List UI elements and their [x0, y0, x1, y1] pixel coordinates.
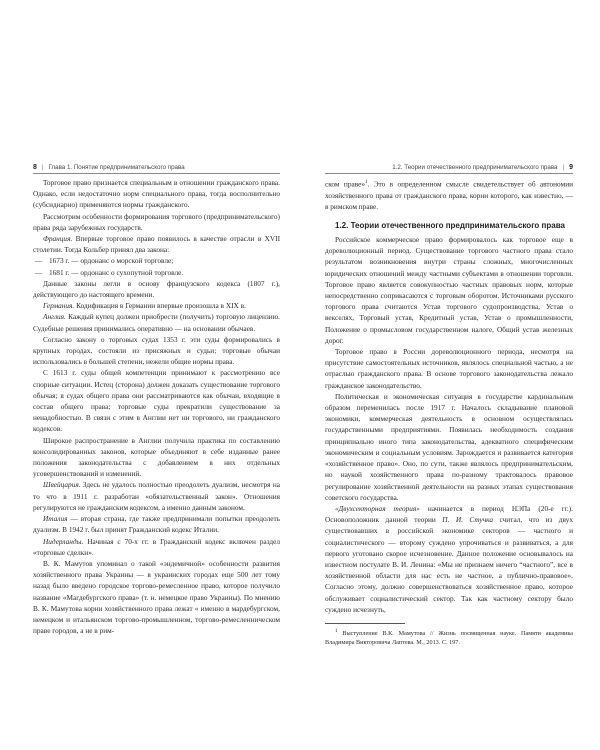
section-title: 1.2. Теории отечественного предпринимательского права — [335, 221, 565, 231]
paragraph: Политическая и экономическая ситуация в государстве кардинальным образом переменилась после 1917 г. Началось складывание плановой экономики, коммерческая деятельность в основном осуществлялась государственными предприятиями. Появилась необходимость создания принципиально иного типа законодательства, адекватного специфическим экономическим и социальным условиям. Зарождается и развивается категория «хозяйственное право». Оно, по сути, также являлось предпринимательским, но наукой хозяйственного права по-разному трактовалось правовое регулирование хозяйственной деятельности на разных этапах существования советского государства. — [325, 391, 573, 502]
left-page — [33, 162, 280, 636]
section-header: 1.2. Теории отечественного предпринимательского права — [392, 164, 558, 171]
footnote-ref: 1 — [365, 180, 368, 185]
list-item: — 1673 г. — ордонанс о морской торговле; — [35, 256, 174, 266]
paragraph: Торговое право в России дореволюционного периода, несмотря на присутствие самостоятельных источников, являлось специальной частью, а не отраслью гражданского права. В основе торгового законодательства лежало гражданское законодательство. — [325, 347, 573, 390]
paragraph: Российское коммерческое право формировалось как торговое еще в дореволюционный период. Существование торгового частного права стало результатом возникновения внутри страны сложных, многочисленных юридических отношений между частными субъектами в отношении торговли. Торговое право является совокупностью частных правовых норм, которые непосредственно соприкасаются с торговым оборотом. Источниками русского торгового права считаются Устав торгового судопроизводства, Устав о векселях, Торговый устав, Кредитный устав, Устав о промышленности, Положение о промысловом государственном налоге, Общий устав железных дорог. — [325, 235, 573, 345]
intro-paragraph: ском праве»$^1$. Это в определенном смысле свидетельствует об автономии хозяйственного права от гражданского права, корни которого, как известно, — в римском праве. — [325, 179, 573, 211]
page-number: 8 — [33, 164, 37, 171]
paragraph: С 1613 г. суды общей компетенции принимают к рассмотрению все спорные ситуации. Истец (сторона) должен доказать существование торгового обычая; в судах общего права они рассматриваются как обычаи, входящие в состав общего права; торговые суды прекратили существование за ненадобностью. В связи с этим в Англии нет ни торгового, ни гражданского кодексов. — [33, 368, 280, 434]
footnote-divider — [325, 623, 405, 624]
paragraph: Германия. Кодификация в Германии впервые произошла в XIX в. — [43, 301, 246, 311]
paragraph: Швейцария. Здесь не удалось полностью преодолеть дуализм, несмотря на то что в 1911 г. разработан «обязательственный закон». Отношения регулируются не гражданским кодексом, а именно данным законом. — [33, 480, 280, 512]
page-number: 9 — [569, 164, 573, 171]
paragraph: «Двухсекторная теория» начинается в период НЭПа (20-е гг.). Основоположник данной теории П. И. Стучка считал, что из двух существовавших в российской экономике секторов — частного и социалистического — второму суждено упрочиваться и развиваться, а для первого уготовано скорое исчезновение. Данное положение основывалось на известном постулате В. И. Ленина: «Мы не признаем ничего “частного”, все в хозяйственной области для нас есть не частное, а публично-правовое». Согласно этому, должно совершенствоваться хозяйственное право, которое обслуживает социалистический сектор. Так как частному сектору было суждено исчезнуть, — [325, 503, 574, 614]
right-body-text — [325, 234, 573, 615]
paragraph: Рассмотрим особенности формирования торгового (предпринимательского) права ряда зарубежных государств. — [33, 211, 280, 232]
chapter-title: Глава 1. Понятие предпринимательского права — [48, 164, 185, 171]
paragraph: Согласно закону о торговых судах 1353 г. эти суды формировались в крупных городах, состояли из присяжных и судьи; торговые обычаи использовались в большей степени, нежели общие нормы права. — [33, 334, 280, 367]
paragraph: В. К. Мамутов упоминал о такой «эндемичной» особенности развития хозяйственного права Украины — в украинских городах еще 500 лет тому назад было введено городское торгово-ремесленное право, которое получило название «Магдебургского права» (т. н. немецкое право Украины). По мнению В. К. Мамутова корни хозяйственного права лежат « именно в мардебургском, немецком и итальянском торгово-промышленном, торгово-ремесленническом праве городов, а не в рим- — [33, 558, 280, 636]
list-item: — 1681 г. — ордонанс о сухопутной торговле. — [35, 267, 184, 277]
paragraph: Нидерланды. Начиная с 70-х гг. в Гражданский кодекс включен раздел «торговые сделки». — [33, 536, 280, 557]
paragraph: Широкое распространение в Англии получила практика по составлению консолидированных законов, которые объединяют в себе изданные ранее положения законодательства с добавлением в них отдельных усовершенствований и изменений. — [33, 435, 280, 479]
paragraph: Франция. Впервые торговое право появилось в качестве отрасли в XVII столетии. Тогда Кольбер принял два закона: — [33, 234, 280, 255]
paragraph: Данные законы легли в основу французского кодекса (1807 г.), действующего до настоящего времени. — [33, 278, 280, 300]
footnote: $^1$ Выступление В.К. Мамутова // Жизнь посвященная науке. Памяти академика Владимира Викторовича Лаптева. М., 2013. С. 197. — [325, 628, 573, 646]
right-page — [325, 162, 573, 647]
paragraph: Торговое право признается специальным в отношении гражданского права. Однако, если недостаточно норм специального права, тогда восполнительно (субсидиарно) применяются нормы гражданского. — [33, 178, 280, 210]
paragraph: Англия. Каждый купец должен приобрести (получить) торговую лицензию. Судебные решения принимались оперативно — на основании обычаев. — [33, 312, 280, 333]
left-body-text — [33, 177, 280, 636]
paragraph: Италия — вторая страна, где также предпринимали попытки преодолеть дуализм. В 1942 г. был принят Гражданский кодекс Италии. — [33, 514, 280, 535]
running-header-left: 8 | Глава 1. Понятие предпринимательского права — [33, 162, 280, 174]
running-header-right: 1.2. Теории отечественного предпринимательского права | 9 — [325, 162, 573, 174]
